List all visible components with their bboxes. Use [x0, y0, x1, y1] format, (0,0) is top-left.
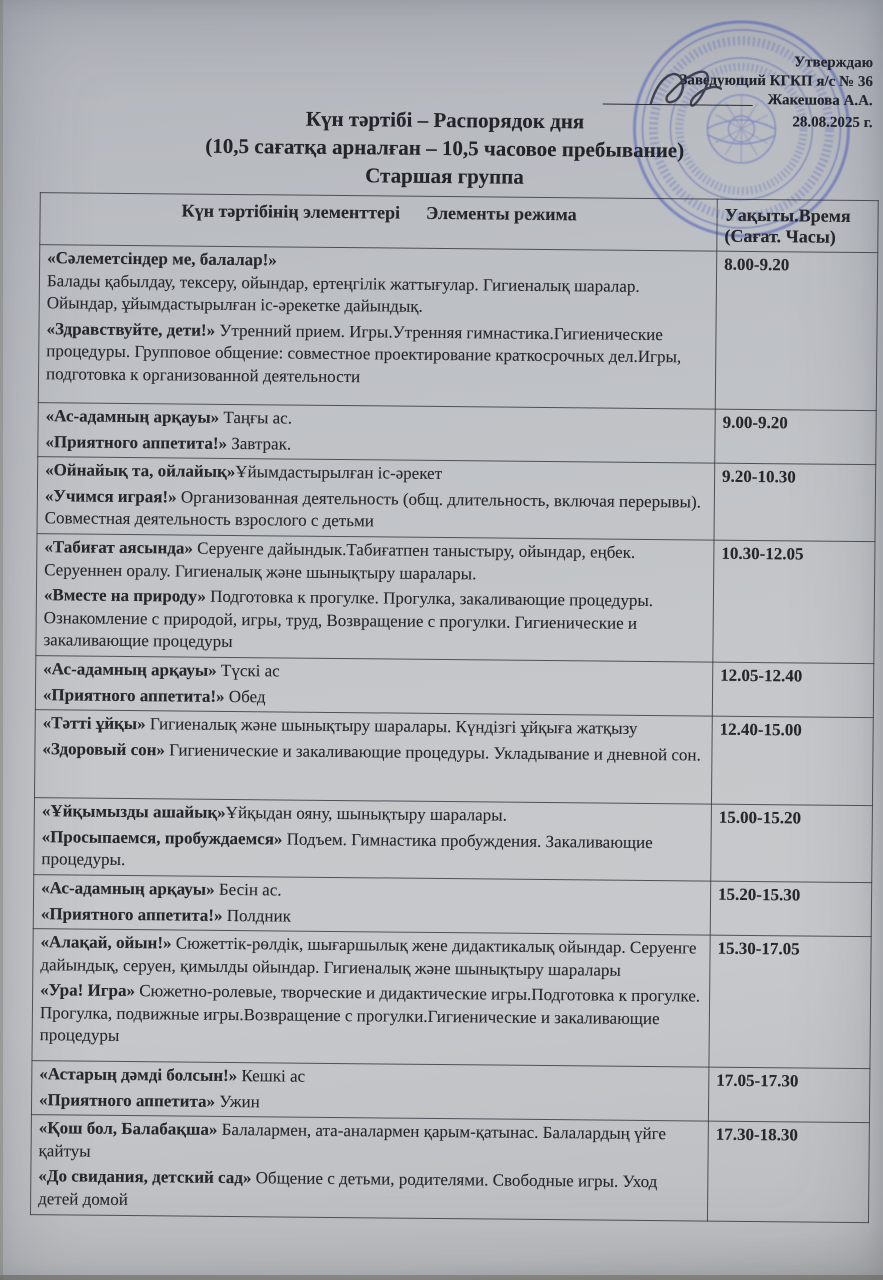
time-cell: 15.00-15.20: [711, 804, 873, 882]
activity-segment: «Приятного аппетита» Ужин: [39, 1089, 260, 1111]
activity-segment: «Вместе на природу» Подготовка к прогулке. Прогулка, закаливающие процедуры. Ознакомление с природой, игры, труд, Возвращение с прогулки. Гигиенические и закаливающие процедуры: [43, 585, 654, 652]
activity-segment: «Астарың дәмді болсын!» Кешкі ас: [39, 1064, 306, 1086]
approval-date: 28.08.2025 г.: [792, 114, 873, 132]
table-row: [34, 710, 873, 806]
photo-edge-left: [0, 0, 3, 1280]
time-cell: 9.00-9.20: [715, 409, 877, 465]
activity-segment: «Здравствуйте, дети!» Утренний прием. Игры.Утренняя гимнастика.Гигиенические процедуры. Групповое общение: совместное проектирование краткосрочных дел.Игры, подготовка к организованной деятельности: [45, 318, 682, 387]
photo-edge-bottom: [0, 1275, 883, 1280]
activity-segment: «Ойнайық та, ойлайық»Ұйымдастырылған іс-әрекет: [45, 460, 443, 484]
activity-segment: «Здоровый сон» Гигиенические и закаливающие процедуры. Укладывание и дневной сон.: [42, 738, 701, 765]
time-cell: 9.20-10.30: [714, 463, 876, 541]
header-elements: Күн тәртібінің элементтері Элементы режима: [181, 200, 577, 225]
table-header-row: [40, 193, 878, 253]
time-cell: 10.30-12.05: [713, 540, 875, 664]
activity-segment: «Приятного аппетита!» Полдник: [40, 903, 291, 926]
table-row: [38, 403, 876, 465]
activity-segment: «Ас-адамның арқауы» Бесін ас.: [41, 878, 282, 900]
signature-row: [679, 90, 873, 114]
time-cell: 15.30-17.05: [709, 935, 871, 1069]
time-cell: 8.00-9.20: [715, 251, 878, 411]
time-cell: 17.05-17.30: [708, 1067, 870, 1123]
title-line-3: Старшая группа: [365, 163, 524, 189]
table-row: [36, 534, 875, 664]
activity-segment: «Ура! Игра» Сюжетно-ролевые, творческие и дидактические игры.Подготовка к прогулке. Прогулка, подвижные игры.Возвращение с прогулки.Гигиенические и закаливающие процедуры: [39, 980, 701, 1046]
approver-name: Жакешова А.А.: [767, 92, 873, 110]
activity-segment: «Приятного аппетита!» Обед: [42, 684, 266, 706]
activity-segment: «До свидания, детский сад» Общение с детьми, родителями. Свободные игры. Уход детей домой: [38, 1166, 658, 1210]
time-cell: 17.30-18.30: [707, 1121, 869, 1222]
table-row: [35, 656, 873, 718]
table-row: [31, 1061, 869, 1123]
activity-segment: «Учимся играя!» Организованная деятельность (общ. длительность, включая перерывы). Совместная деятельность взрослого с детьми: [44, 485, 702, 531]
activity-segment: «Ас-адамның арқауы» Таңғы ас.: [45, 406, 293, 428]
table-row: [38, 245, 877, 411]
time-cell: 12.40-15.00: [711, 716, 873, 806]
activity-segment: «Ұйқымызды ашайық»Ұйқыдан ояну, шынықтыру шаралары.: [41, 801, 507, 825]
activity-segment: «Алақай, ойын!» Сюжеттік-рөлдік, шығаршылық жене дидактикалық ойындар. Серуенге дайындық, серуен, қимылды ойындар. Гигиеналық және шынықтыру шаралары: [40, 932, 697, 980]
approval-block: [679, 52, 873, 133]
title-line-2: (10,5 сағатқа арналған – 10,5 часовое пребывание): [205, 133, 685, 163]
activity-segment: «Просыпаемся, пробуждаемся» Подъем. Гимнастика пробуждения. Закаливающие процедуры.: [41, 826, 653, 870]
activity-segment: «Сәлеметсіндер ме, балалар!» Балады қабылдау, тексеру, ойындар, ертеңгілік жаттығулар. Гигиеналық шаралар. Ойындар, ұйымдастырылған іс-әрекетке дайындық.: [46, 248, 640, 316]
approval-word: Утверждаю: [794, 54, 874, 72]
activity-segment: «Табиғат аясында» Серуенге дайындык.Табиғатпен таныстыру, ойындар, еңбек. Серуеннен оралу. Гигиеналық және шынықтыру шаралары.: [44, 537, 636, 583]
header-time: Уақыты.Время (Сағат. Часы): [717, 199, 878, 253]
activity-segment: «Ас-адамның арқауы» Түскі ас: [43, 659, 280, 681]
approval-position: Заведующий КГКП я/с № 36: [679, 72, 873, 91]
title-line-1: Күн тәртібі – Распорядок дня: [305, 106, 585, 134]
activity-segment: «Тәтті ұйқы» Гигиеналық және шынықтыру шаралары. Күндізгі ұйқыға жатқызу: [42, 713, 638, 739]
time-cell: 15.20-15.30: [710, 881, 872, 937]
time-cell: 12.05-12.40: [712, 662, 874, 718]
table-row: [32, 929, 871, 1069]
table-row: [30, 1115, 869, 1222]
table-row: [33, 875, 871, 937]
table-row: [37, 457, 876, 542]
daily-schedule-table: [30, 192, 879, 1223]
activity-segment: «Қош бол, Балабақша» Балалармен, ата-аналармен қарым-қатынас. Балалардың үйге қайтуы: [38, 1118, 667, 1161]
activity-segment: «Приятного аппетита!» Завтрак.: [45, 431, 292, 454]
handwritten-signature-icon: [645, 64, 755, 117]
table-row: [34, 798, 873, 883]
